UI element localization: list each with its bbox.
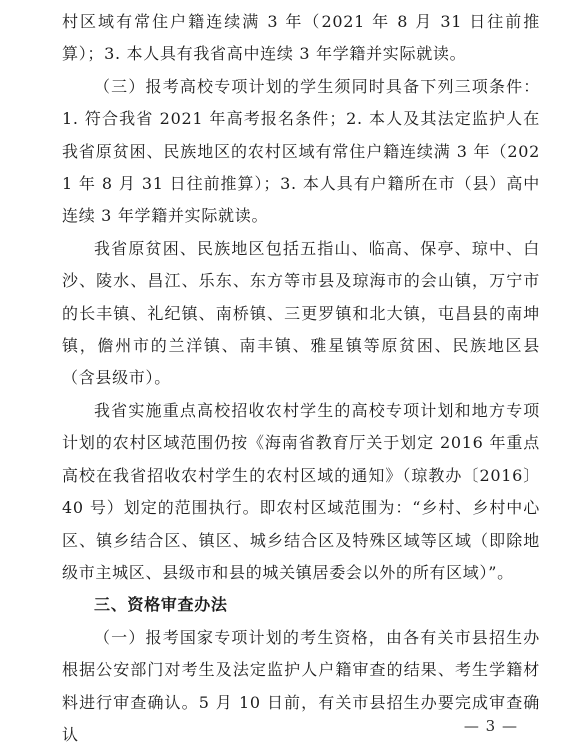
paragraph-poor-regions: 我省原贫困、民族地区包括五指山、临高、保亭、琼中、白沙、陵水、昌江、乐东、东方等市县及琼海市的会山镇，万宁市的长丰镇、礼纪镇、南桥镇、三更罗镇和北大镇，屯昌县的南坤镇，儋州市的兰洋镇、南丰镇、雅星镇等原贫困、民族地区县（含县级市）。	[62, 238, 540, 388]
paragraph-rural-scope: 我省实施重点高校招收农村学生的高校专项计划和地方专项计划的农村区域范围仍按《海南省教育厅关于划定 2016 年重点高校在我省招收农村学生的农村区域的通知》（琼教办〔2016〕40 号）划定的范围执行。即农村区域范围为：“乡村、乡村中心区、镇乡结合区、镇区、城乡结合区及特殊区域等区域（即除地级市主城区、县级市和县的城关镇居委会以外的所有区域）”。	[62, 400, 540, 582]
paragraph-gaoxiao-conditions: （三）报考高校专项计划的学生须同时具备下列三项条件：1. 符合我省 2021 年高考报名条件；2. 本人及其法定监护人在我省原贫困、民族地区的农村区域有常住户籍连续满 3 年（2021 年 8 月 31 日往前推算）；3. 本人具有户籍所在市（县）高中连续 3 年学籍并实际就读。	[62, 76, 540, 226]
section-heading: 三、资格审查办法	[94, 595, 228, 615]
page-number: — 3 —	[463, 717, 518, 735]
paragraph-review-method: （一）报考国家专项计划的考生资格，由各有关市县招生办根据公安部门对考生及法定监护人户籍审查的结果、考生学籍材料进行审查确认。5 月 10 日前，有关市县招生办要完成审查确认	[62, 627, 540, 744]
paragraph-continued: 村区域有常住户籍连续满 3 年（2021 年 8 月 31 日往前推算）；3. 本人具有我省高中连续 3 年学籍并实际就读。	[62, 12, 540, 64]
